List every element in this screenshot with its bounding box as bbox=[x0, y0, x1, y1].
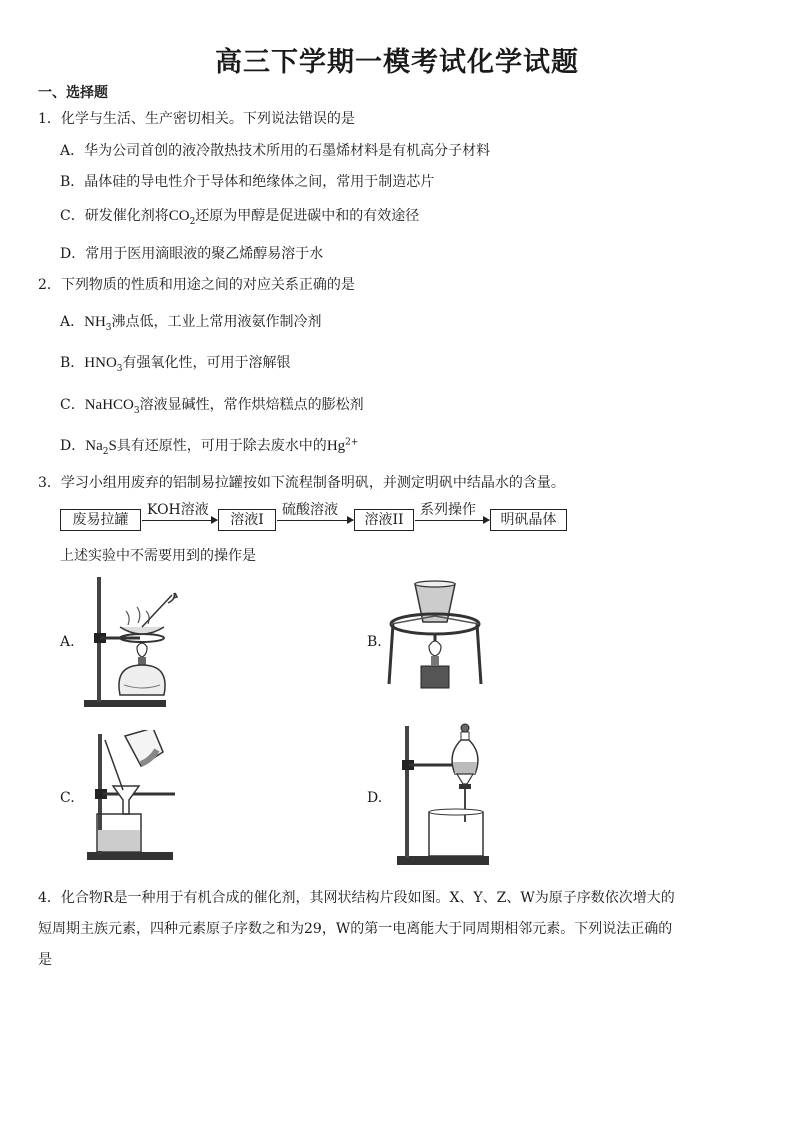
flow-arrow-label-koh: KOH溶液 bbox=[147, 502, 209, 518]
q2-c-text: 溶液显碱性，常作烘焙糕点的膨松剂 bbox=[139, 397, 364, 413]
q3-stem: 3．学习小组用废弃的铝制易拉罐按如下流程制备明矾，并测定明矾中结晶水的含量。 bbox=[38, 475, 565, 491]
q2-d-sup: 2+ bbox=[345, 437, 359, 448]
section-heading: 一、选择题 bbox=[38, 85, 108, 101]
q2-option-b bbox=[60, 352, 291, 372]
q2-d-formula-na: Na bbox=[85, 438, 103, 454]
q2-c-formula: NaHCO bbox=[84, 397, 134, 413]
q1-option-c-sub: 2 bbox=[189, 216, 196, 227]
flow-arrow-2 bbox=[277, 520, 353, 521]
q2-a-text: 沸点低，工业上常用液氨作制冷剂 bbox=[111, 314, 322, 330]
q1-option-c bbox=[60, 205, 419, 225]
q2-b-label: B． bbox=[60, 355, 85, 371]
flow-box-solution-1: 溶液I bbox=[218, 509, 276, 531]
q2-b-sub: 3 bbox=[116, 363, 123, 374]
q2-stem: 2．下列物质的性质和用途之间的对应关系正确的是 bbox=[38, 277, 355, 293]
q2-d-formula-hg: Hg bbox=[326, 438, 346, 454]
q2-b-text: 有强氧化性，可用于溶解银 bbox=[122, 355, 291, 371]
q2-a-label: A． bbox=[60, 314, 85, 330]
q1-option-c-post: 还原为甲醇是促进碳中和的有效途径 bbox=[195, 208, 420, 224]
q2-d-label: D． bbox=[60, 438, 86, 454]
q2-d-sub: 2 bbox=[102, 446, 109, 457]
q3-question: 上述实验中不需要用到的操作是 bbox=[60, 548, 256, 564]
q1-option-c-formula: CO bbox=[168, 208, 190, 224]
q2-option-d bbox=[60, 435, 358, 455]
q2-c-label: C． bbox=[60, 397, 85, 413]
q1-option-c-pre: C．研发催化剂将 bbox=[60, 208, 169, 224]
q1-option-a: A．华为公司首创的液冷散热技术所用的石墨烯材料是有机高分子材料 bbox=[60, 143, 491, 159]
flow-box-cans: 废易拉罐 bbox=[60, 509, 141, 531]
page-title: 高三下学期一模考试化学试题 bbox=[215, 47, 579, 78]
q3-option-d-label: D. bbox=[367, 790, 383, 806]
q3-option-c-label: C. bbox=[60, 790, 75, 806]
q2-d-text: 具有还原性，可用于除去废水中的 bbox=[116, 438, 327, 454]
flow-box-solution-2: 溶液II bbox=[354, 509, 414, 531]
separatory-funnel-apparatus-image bbox=[395, 722, 505, 867]
q2-b-formula: HNO bbox=[84, 355, 117, 371]
filtration-apparatus-image bbox=[85, 730, 195, 865]
flow-arrow-label-h2so4: 硫酸溶液 bbox=[282, 502, 338, 518]
q2-d-formula-s: S bbox=[108, 438, 117, 454]
evaporation-apparatus-image bbox=[80, 575, 190, 710]
q2-a-formula: NH bbox=[84, 314, 106, 330]
flow-arrow-3 bbox=[415, 520, 489, 521]
q3-option-b-label: B. bbox=[367, 634, 382, 650]
q3-option-a-label: A. bbox=[60, 634, 75, 650]
q1-stem: 1．化学与生活、生产密切相关。下列说法错误的是 bbox=[38, 111, 355, 127]
q1-option-b: B．晶体硅的导电性介于导体和绝缘体之间，常用于制造芯片 bbox=[60, 174, 435, 190]
flow-box-alum: 明矾晶体 bbox=[490, 509, 567, 531]
q2-c-sub: 3 bbox=[133, 405, 140, 416]
q4-line-1: 4．化合物R是一种用于有机合成的催化剂，其网状结构片段如图。X、Y、Z、W为原子序数依次增大的 bbox=[38, 890, 675, 906]
q4-line-3: 是 bbox=[38, 952, 52, 968]
crucible-heating-apparatus-image bbox=[385, 580, 485, 690]
q4-line-2: 短周期主族元素，四种元素原子序数之和为29，W的第一电离能大于同周期相邻元素。下列说法正确的 bbox=[38, 921, 673, 937]
q1-option-d: D．常用于医用滴眼液的聚乙烯醇易溶于水 bbox=[60, 246, 324, 262]
q2-a-sub: 3 bbox=[105, 322, 112, 333]
flow-arrow-1 bbox=[142, 520, 217, 521]
q2-option-a bbox=[60, 311, 322, 331]
flow-arrow-label-ops: 系列操作 bbox=[420, 502, 476, 518]
q2-option-c bbox=[60, 394, 364, 414]
